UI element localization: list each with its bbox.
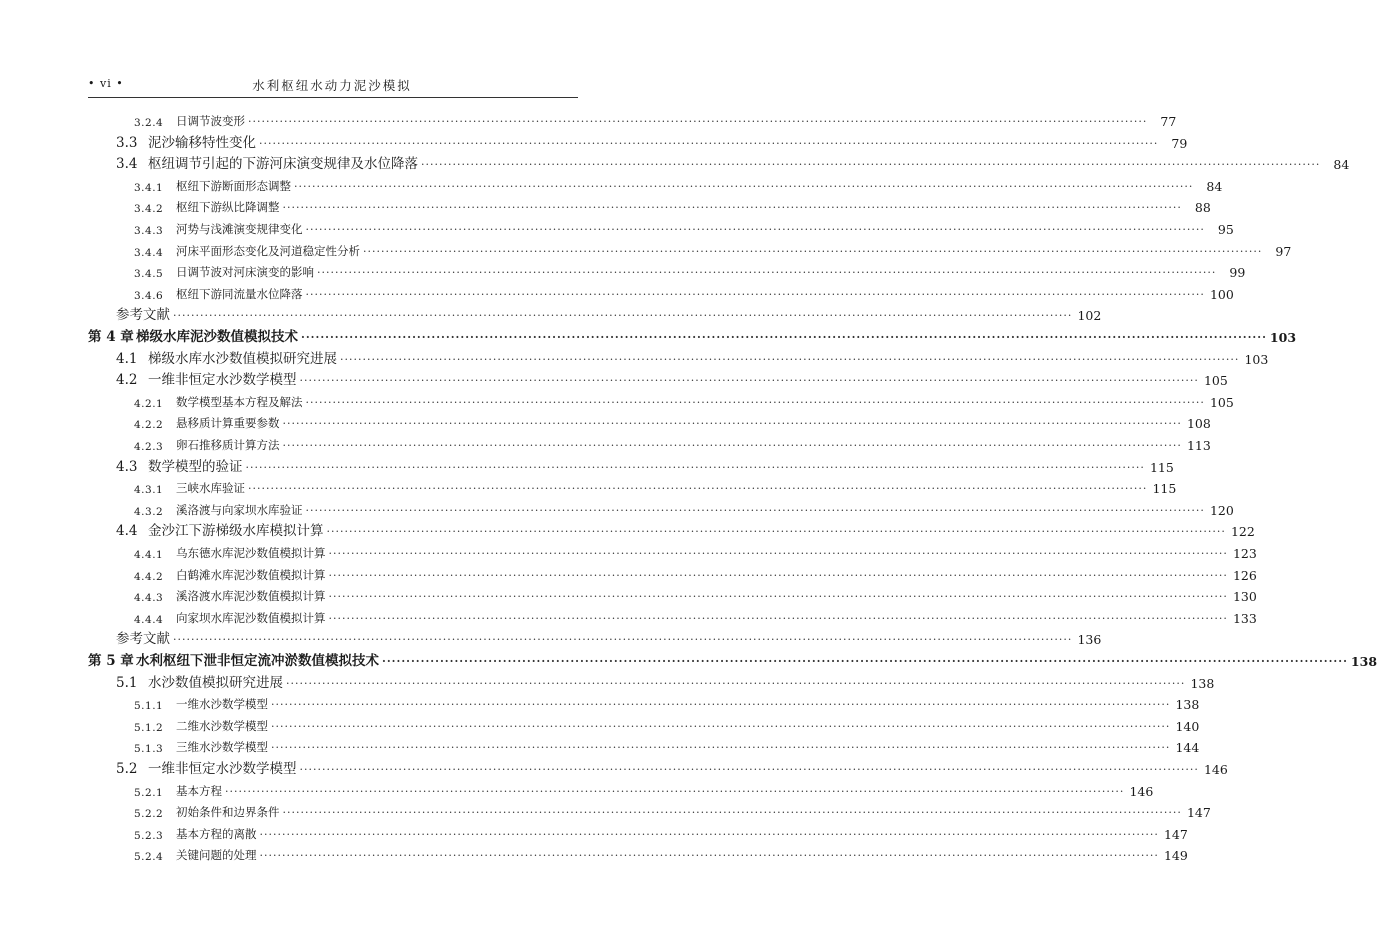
toc-entry-number: 3.3 — [116, 134, 138, 151]
toc-page-number: 138 — [1190, 675, 1215, 691]
toc-dot-leader: ········································································································································································································ — [363, 244, 1263, 258]
toc-entry[interactable] — [134, 541, 1257, 561]
toc-entry-title: 初始条件和边界条件 — [176, 805, 280, 820]
toc-dot-leader: ········································································································································································································ — [173, 309, 1073, 323]
toc-entry-number: 4.2.1 — [134, 397, 164, 410]
toc-entry-title: 基本方程的离散 — [176, 826, 257, 841]
toc-page-number: 103 — [1244, 351, 1269, 367]
toc-entry-number: 5.2.2 — [134, 808, 164, 821]
toc-entry-title: 枢纽下游同流量水位降落 — [176, 286, 303, 301]
toc-entry[interactable] — [116, 131, 1188, 151]
toc-entry-title: 溪洛渡水库泥沙数值模拟计算 — [176, 589, 326, 604]
toc-entry-title: 日调节波变形 — [176, 114, 245, 128]
toc-entry-title: 枢纽调节引起的下游河床演变规律及水位降落 — [148, 156, 418, 173]
toc-entry-number: 4.3.1 — [134, 484, 164, 497]
toc-page-number: 108 — [1186, 416, 1211, 432]
toc-entry-number: 3.4.6 — [134, 289, 164, 302]
toc-entry[interactable] — [134, 843, 1188, 864]
toc-entry-title: 梯级水库水沙数值模拟研究进展 — [148, 350, 337, 367]
toc-entry-title: 悬移质计算重要参数 — [176, 416, 280, 431]
toc-dot-leader: ········································································································································································································ — [282, 806, 1182, 820]
toc-entry[interactable] — [134, 411, 1211, 432]
toc-entry-number: 5.1.2 — [134, 721, 164, 734]
toc-page-number: 113 — [1186, 438, 1211, 453]
toc-page-number: 144 — [1175, 740, 1200, 756]
toc-entry-number: 第 5 章 — [88, 653, 134, 669]
toc-entry[interactable] — [134, 433, 1211, 453]
toc-entry-title: 白鹤滩水库泥沙数值模拟计算 — [176, 567, 326, 582]
toc-dot-leader: ········································································································································································································ — [271, 719, 1171, 733]
toc-page-number: 95 — [1217, 222, 1234, 237]
toc-dot-leader: ········································································································································································································ — [299, 763, 1199, 776]
toc-dot-leader: ········································································································································································································ — [328, 568, 1228, 582]
toc-page-number: 130 — [1232, 589, 1257, 605]
toc-entry-number: 3.4.1 — [134, 181, 164, 194]
toc-entry[interactable] — [134, 779, 1154, 799]
toc-page-number: 88 — [1194, 200, 1211, 216]
toc-dot-leader: ········································································································································································································ — [248, 482, 1148, 496]
toc-page-number: 126 — [1232, 567, 1257, 583]
toc-entry-title: 三维水沙数学模型 — [176, 740, 268, 755]
toc-entry-number: 3.4.2 — [134, 203, 164, 216]
toc-page-number: 115 — [1152, 481, 1177, 497]
toc-dot-leader: ········································································································································································································ — [286, 676, 1186, 690]
toc-entry-title: 一维非恒定水沙数学模型 — [148, 372, 297, 389]
toc-entry-number: 4.4.2 — [134, 570, 164, 583]
toc-dot-leader: ········································································································································································································ — [301, 331, 1267, 344]
toc-entry-number: 3.4.5 — [134, 268, 164, 281]
toc-dot-leader: ········································································································································································································ — [317, 266, 1217, 280]
toc-entry-number: 5.1 — [116, 674, 138, 691]
header-rule — [88, 97, 578, 98]
toc-dot-leader: ········································································································································································································ — [328, 547, 1228, 560]
toc-entry-title: 金沙江下游梯级水库模拟计算 — [148, 523, 324, 540]
toc-dot-leader: ········································································································································································································ — [259, 849, 1159, 863]
toc-entry-number: 5.1.1 — [134, 700, 164, 713]
toc-entry[interactable] — [88, 649, 1377, 669]
toc-entry-title: 梯级水库泥沙数值模拟技术 — [136, 329, 298, 345]
toc-dot-leader: ········································································································································································································ — [328, 590, 1228, 604]
toc-dot-leader: ········································································································································································································ — [271, 741, 1171, 755]
toc-entry[interactable] — [88, 325, 1297, 345]
toc-page-number: 133 — [1232, 610, 1257, 626]
toc-dot-leader: ········································································································································································································ — [245, 460, 1145, 474]
toc-entry-number: 4.2.2 — [134, 419, 164, 432]
toc-page-number: 123 — [1232, 546, 1257, 561]
toc-entry[interactable] — [116, 303, 1102, 324]
toc-dot-leader: ········································································································································································································ — [259, 827, 1159, 841]
toc-page-number: 149 — [1163, 848, 1188, 864]
toc-entry-title: 日调节波对河床演变的影响 — [176, 265, 314, 280]
toc-entry-title: 三峡水库验证 — [176, 481, 245, 496]
toc-entry-title: 数学模型的验证 — [148, 458, 243, 475]
toc-entry-title: 枢纽下游纵比降调整 — [176, 200, 280, 215]
toc-entry[interactable] — [134, 498, 1234, 518]
toc-entry[interactable] — [134, 714, 1200, 734]
toc-entry-title: 关键问题的处理 — [176, 848, 257, 863]
toc-page-number: 146 — [1203, 762, 1228, 777]
toc-entry-number: 4.3 — [116, 458, 138, 475]
toc-page-number: 122 — [1230, 524, 1255, 540]
toc-page-number: 138 — [1350, 654, 1377, 669]
toc-page-number: 146 — [1129, 783, 1154, 799]
toc-entry[interactable] — [134, 800, 1211, 821]
toc-entry-number: 5.2.1 — [134, 786, 164, 799]
toc-entry[interactable] — [134, 195, 1211, 216]
toc-entry-number: 5.1.3 — [134, 743, 164, 756]
toc-dot-leader: ········································································································································································································ — [305, 503, 1205, 517]
toc-entry-number: 4.1 — [116, 350, 138, 367]
toc-entry-title: 泥沙输移特性变化 — [148, 134, 256, 151]
toc-entry[interactable] — [134, 606, 1257, 626]
toc-entry-number: 3.4.4 — [134, 246, 164, 259]
toc-dot-leader: ········································································································································································································ — [328, 611, 1228, 625]
toc-entry-title: 参考文献 — [116, 307, 170, 324]
toc-entry[interactable] — [134, 476, 1177, 497]
toc-page-number: 102 — [1077, 308, 1102, 324]
toc-dot-leader: ········································································································································································································ — [421, 158, 1321, 172]
toc-dot-leader: ········································································································································································································ — [299, 374, 1199, 388]
toc-entry-title: 一维水沙数学模型 — [176, 697, 268, 712]
toc-entry[interactable] — [116, 671, 1215, 691]
toc-entry-title: 参考文献 — [116, 631, 170, 648]
toc-dot-leader: ········································································································································································································ — [382, 655, 1348, 668]
toc-entry[interactable] — [116, 519, 1255, 540]
toc-page-number: 97 — [1275, 243, 1292, 259]
toc-entry[interactable] — [134, 239, 1292, 259]
toc-entry[interactable] — [116, 347, 1269, 367]
toc-entry-title: 二维水沙数学模型 — [176, 718, 268, 733]
toc-entry[interactable] — [134, 282, 1234, 302]
toc-dot-leader: ········································································································································································································ — [225, 784, 1125, 798]
toc-entry-number: 4.4.3 — [134, 592, 164, 605]
toc-dot-leader: ········································································································································································································ — [248, 115, 1148, 128]
toc-dot-leader: ········································································································································································································ — [326, 525, 1226, 539]
toc-entry-number: 5.2.3 — [134, 829, 164, 842]
toc-page-number: 140 — [1175, 718, 1200, 734]
toc-dot-leader: ········································································································································································································ — [282, 439, 1182, 452]
toc-entry[interactable] — [116, 757, 1228, 777]
toc-entry[interactable] — [116, 152, 1350, 173]
toc-page-number: 136 — [1077, 632, 1102, 648]
toc-entry[interactable] — [116, 455, 1174, 475]
toc-entry-title: 数学模型基本方程及解法 — [176, 394, 303, 409]
toc-entry-number: 4.4.1 — [134, 549, 164, 561]
toc-entry-number: 3.4 — [116, 156, 138, 173]
toc-entry-number: 3.4.3 — [134, 225, 164, 237]
toc-entry-title: 溪洛渡与向家坝水库验证 — [176, 502, 303, 517]
toc-page-number: 115 — [1149, 459, 1174, 475]
toc-page-number: 120 — [1209, 502, 1234, 518]
toc-entry-title: 基本方程 — [176, 783, 222, 798]
toc-dot-leader: ········································································································································································································ — [305, 287, 1205, 301]
toc-entry-number: 4.4.4 — [134, 613, 164, 626]
toc-entry[interactable] — [134, 692, 1200, 713]
toc-entry[interactable] — [134, 217, 1234, 237]
running-title: 水利枢纽水动力泥沙模拟 — [252, 78, 412, 93]
toc-page-number: 99 — [1229, 265, 1246, 281]
toc-entry[interactable] — [134, 390, 1234, 410]
toc-entry-title: 水利枢纽下泄非恒定流冲淤数值模拟技术 — [136, 653, 379, 669]
toc-entry-number: 第 4 章 — [88, 329, 134, 345]
toc-entry-title: 一维非恒定水沙数学模型 — [148, 761, 297, 777]
toc-dot-leader: ········································································································································································································ — [340, 352, 1240, 366]
toc-entry[interactable] — [134, 174, 1223, 194]
toc-entry[interactable] — [134, 563, 1257, 583]
toc-page-number: 105 — [1209, 394, 1234, 410]
toc-entry[interactable] — [116, 368, 1228, 389]
toc-page-number: 147 — [1163, 826, 1188, 842]
toc-entry[interactable] — [134, 260, 1246, 281]
toc-page-number: 79 — [1171, 135, 1188, 151]
toc-entry-number: 4.4 — [116, 523, 138, 540]
toc-page-number: 105 — [1203, 373, 1228, 389]
toc-dot-leader: ········································································································································································································ — [259, 136, 1159, 150]
toc-page-number: 103 — [1269, 330, 1297, 345]
toc-entry[interactable] — [134, 822, 1188, 842]
toc-page-number: 77 — [1160, 114, 1177, 129]
toc-entry-number: 4.2.3 — [134, 441, 164, 453]
toc-dot-leader: ········································································································································································································ — [282, 201, 1182, 215]
toc-entry-title: 向家坝水库泥沙数值模拟计算 — [176, 610, 326, 625]
toc-entry-title: 河床平面形态变化及河道稳定性分析 — [176, 243, 360, 258]
toc-entry[interactable] — [134, 584, 1257, 605]
toc-page-number: 138 — [1175, 697, 1200, 713]
toc-dot-leader: ········································································································································································································ — [294, 179, 1194, 193]
toc-entry[interactable] — [134, 109, 1177, 129]
toc-page-number: 84 — [1206, 178, 1223, 194]
toc-entry-title: 河势与浅滩演变规律变化 — [176, 222, 303, 236]
toc-entry-title: 卵石推移质计算方法 — [176, 438, 280, 452]
page-header — [88, 76, 576, 98]
toc-entry-title: 乌东德水库泥沙数值模拟计算 — [176, 546, 326, 560]
toc-entry-number: 5.2 — [116, 761, 138, 777]
toc-entry-title: 水沙数值模拟研究进展 — [148, 674, 283, 691]
toc-entry-title: 枢纽下游断面形态调整 — [176, 178, 291, 193]
toc-dot-leader: ········································································································································································································ — [305, 223, 1205, 236]
toc-page-number: 147 — [1186, 805, 1211, 821]
toc-entry-number: 4.2 — [116, 372, 138, 389]
toc-dot-leader: ········································································································································································································ — [271, 698, 1171, 712]
toc-dot-leader: ········································································································································································································ — [282, 417, 1182, 431]
toc-entry[interactable] — [116, 627, 1102, 648]
toc-dot-leader: ········································································································································································································ — [305, 395, 1205, 409]
toc-dot-leader: ········································································································································································································ — [173, 633, 1073, 647]
toc-page-number: 84 — [1333, 157, 1350, 173]
toc-entry-number: 3.2.4 — [134, 117, 164, 129]
page-folio: • vi • — [88, 77, 124, 90]
toc-entry-number: 5.2.4 — [134, 851, 164, 864]
toc-entry[interactable] — [134, 735, 1200, 756]
toc-entry-number: 4.3.2 — [134, 505, 164, 518]
toc-page-number: 100 — [1209, 286, 1234, 302]
